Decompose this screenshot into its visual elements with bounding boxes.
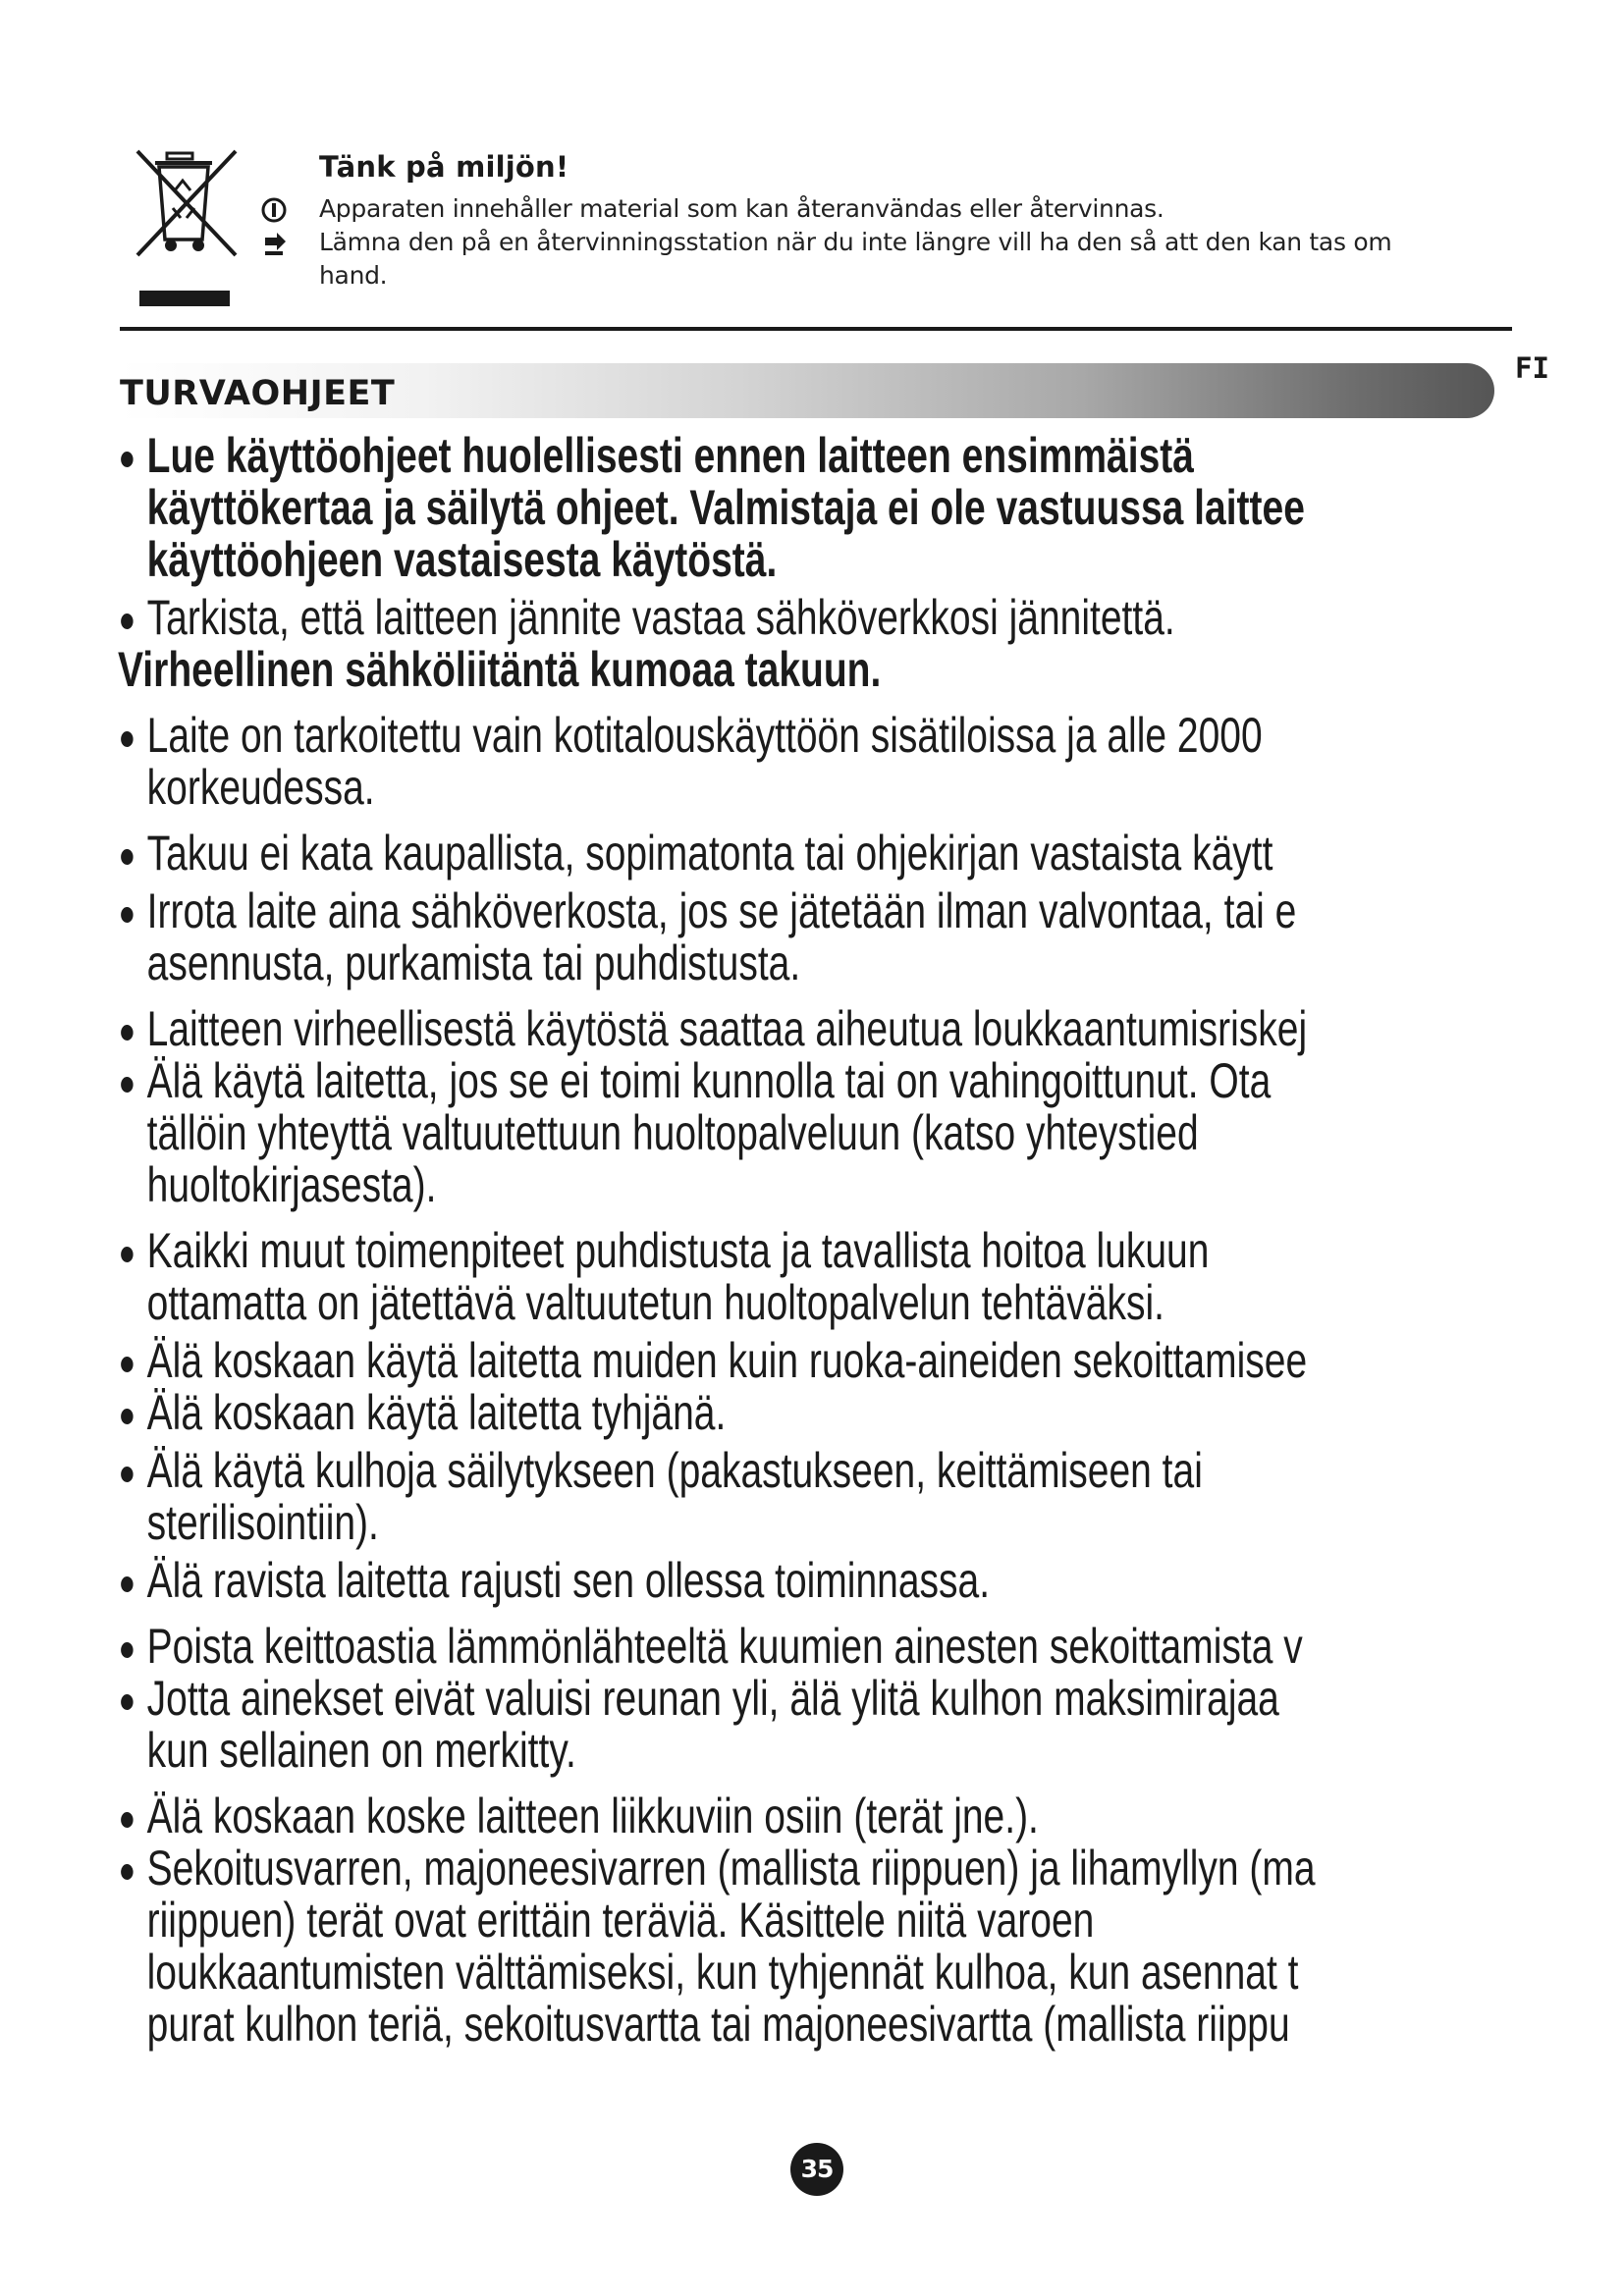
- info-circle-icon: [260, 196, 288, 224]
- list-item-line: Jotta ainekset eivät valuisi reunan yli, älä ylitä kulhon maksimirajaa: [146, 1671, 1279, 1726]
- list-item: [118, 592, 1267, 644]
- list-item: [118, 1445, 1267, 1549]
- environment-notice-text: Lämna den på en återvinningsstation när du inte längre vill ha den så att den kan tas om: [319, 228, 1392, 256]
- list-item-line: Laite on tarkoitettu vain kotitalouskäyttöön sisätiloissa ja alle 2000: [146, 708, 1263, 763]
- list-item: [118, 1555, 1267, 1607]
- language-code: FI: [1515, 351, 1549, 385]
- divider: [120, 327, 1512, 331]
- list-item-line: huoltokirjasesta).: [146, 1157, 437, 1212]
- bullet: [121, 1409, 133, 1424]
- list-item-line: asennusta, purkamista tai puhdistusta.: [146, 935, 801, 990]
- warranty-note: [118, 644, 1267, 696]
- bullet: [121, 1077, 133, 1093]
- bullet: [121, 1357, 133, 1372]
- bullet: [121, 1642, 133, 1658]
- list-item: [118, 1671, 1279, 1778]
- list-item: [118, 1001, 1308, 1056]
- list-item-line: Takuu ei kata kaupallista, sopimatonta tai ohjekirjan vastaista käytt: [146, 826, 1273, 881]
- list-item-line: Virheellinen sähköliitäntä kumoaa takuun.: [118, 642, 882, 697]
- list-item-line: Irrota laite aina sähköverkosta, jos se jätetään ilman valvontaa, tai e: [146, 883, 1297, 938]
- bullet: [121, 1694, 133, 1710]
- list-item: [118, 1387, 1267, 1439]
- list-item-line: Sekoitusvarren, majoneesivarren (mallista riippuen) ja lihamyllyn (ma: [146, 1841, 1316, 1896]
- environment-notice-text: hand.: [319, 261, 388, 290]
- environment-notice-line: [319, 192, 1497, 226]
- list-item: [118, 430, 1305, 587]
- list-item-line: korkeudessa.: [146, 760, 375, 815]
- list-item-line: Älä koskaan koske laitteen liikkuviin osiin (terät jne.).: [146, 1789, 1039, 1843]
- environment-notice-title: Tänk på miljön!: [319, 150, 569, 184]
- list-item-line: kun sellainen on merkitty.: [146, 1723, 576, 1778]
- list-item-line: Tarkista, että laitteen jännite vastaa sähköverkkosi jännitettä.: [146, 590, 1175, 645]
- list-item: [118, 1333, 1308, 1388]
- bullet: [121, 1864, 133, 1880]
- list-item: [118, 826, 1273, 881]
- bullet: [121, 1247, 133, 1262]
- list-item-line: sterilisointiin).: [146, 1495, 379, 1550]
- bullet: [121, 614, 133, 629]
- list-item-line: käyttökertaa ja säilytä ohjeet. Valmistaja ei ole vastuussa laittee: [146, 480, 1305, 535]
- environment-notice-line: [319, 226, 1497, 259]
- environment-notice: [319, 149, 1497, 293]
- list-item-line: Älä koskaan käytä laitetta tyhjänä.: [146, 1385, 727, 1440]
- list-item-line: Älä koskaan käytä laitetta muiden kuin ruoka-aineiden sekoittamisee: [146, 1333, 1308, 1388]
- list-item: [118, 1841, 1316, 2052]
- bullet: [121, 1812, 133, 1828]
- list-item-line: Poista keittoastia lämmönlähteeltä kuumien ainesten sekoittamista v: [146, 1619, 1303, 1674]
- crossed-out-wheelie-bin-icon: [126, 147, 247, 314]
- section-title: TURVAOHJEET: [120, 374, 396, 413]
- safety-instructions: [118, 430, 1591, 2118]
- bullet: [121, 1576, 133, 1592]
- list-item-line: Lue käyttöohjeet huolellisesti ennen laitteen ensimmäistä: [146, 430, 1194, 483]
- bullet: [121, 731, 133, 747]
- list-item-line: Älä ravista laitetta rajusti sen ollessa toiminnassa.: [146, 1553, 991, 1608]
- list-item: [118, 1619, 1303, 1674]
- bullet: [121, 1025, 133, 1041]
- list-item: [118, 883, 1297, 990]
- bullet: [121, 1467, 133, 1482]
- list-item-line: ottamatta on jätettävä valtuutetun huoltopalvelun tehtäväksi.: [146, 1275, 1165, 1330]
- list-item-line: Kaikki muut toimenpiteet puhdistusta ja tavallista hoitoa lukuun: [146, 1223, 1210, 1278]
- list-item-line: Älä käytä laitetta, jos se ei toimi kunnolla tai on vahingoittunut. Ota: [146, 1053, 1272, 1108]
- list-item-line: loukkaantumisten välttämiseksi, kun tyhjennät kulhoa, kun asennat t: [146, 1945, 1299, 2000]
- list-item: [118, 1053, 1272, 1212]
- bullet: [121, 849, 133, 865]
- list-item: [118, 1790, 1267, 1842]
- list-item: [118, 1225, 1267, 1329]
- list-item-line: purat kulhon teriä, sekoitusvartta tai majoneesivartta (mallista riippu: [146, 1997, 1290, 2052]
- bullet: [121, 452, 133, 467]
- list-item-line: tällöin yhteyttä valtuutettuun huoltopalveluun (katso yhteystied: [146, 1105, 1199, 1160]
- list-item-line: Älä käytä kulhoja säilytykseen (pakastukseen, keittämiseen tai: [146, 1443, 1203, 1498]
- list-item-line: Laitteen virheellisestä käytöstä saattaa aiheutua loukkaantumisriskej: [146, 1001, 1308, 1056]
- environment-notice-line: [319, 259, 1497, 293]
- list-item-line: käyttöohjeen vastaisesta käytöstä.: [146, 532, 778, 587]
- environment-notice-text: Apparaten innehåller material som kan återanvändas eller återvinnas.: [319, 194, 1164, 223]
- list-item: [118, 710, 1267, 814]
- page-number: 35: [790, 2143, 843, 2196]
- arrow-right-icon: [260, 230, 288, 257]
- list-item-line: riippuen) terät ovat erittäin teräviä. Käsittele niitä varoen: [146, 1893, 1095, 1948]
- bullet: [121, 907, 133, 923]
